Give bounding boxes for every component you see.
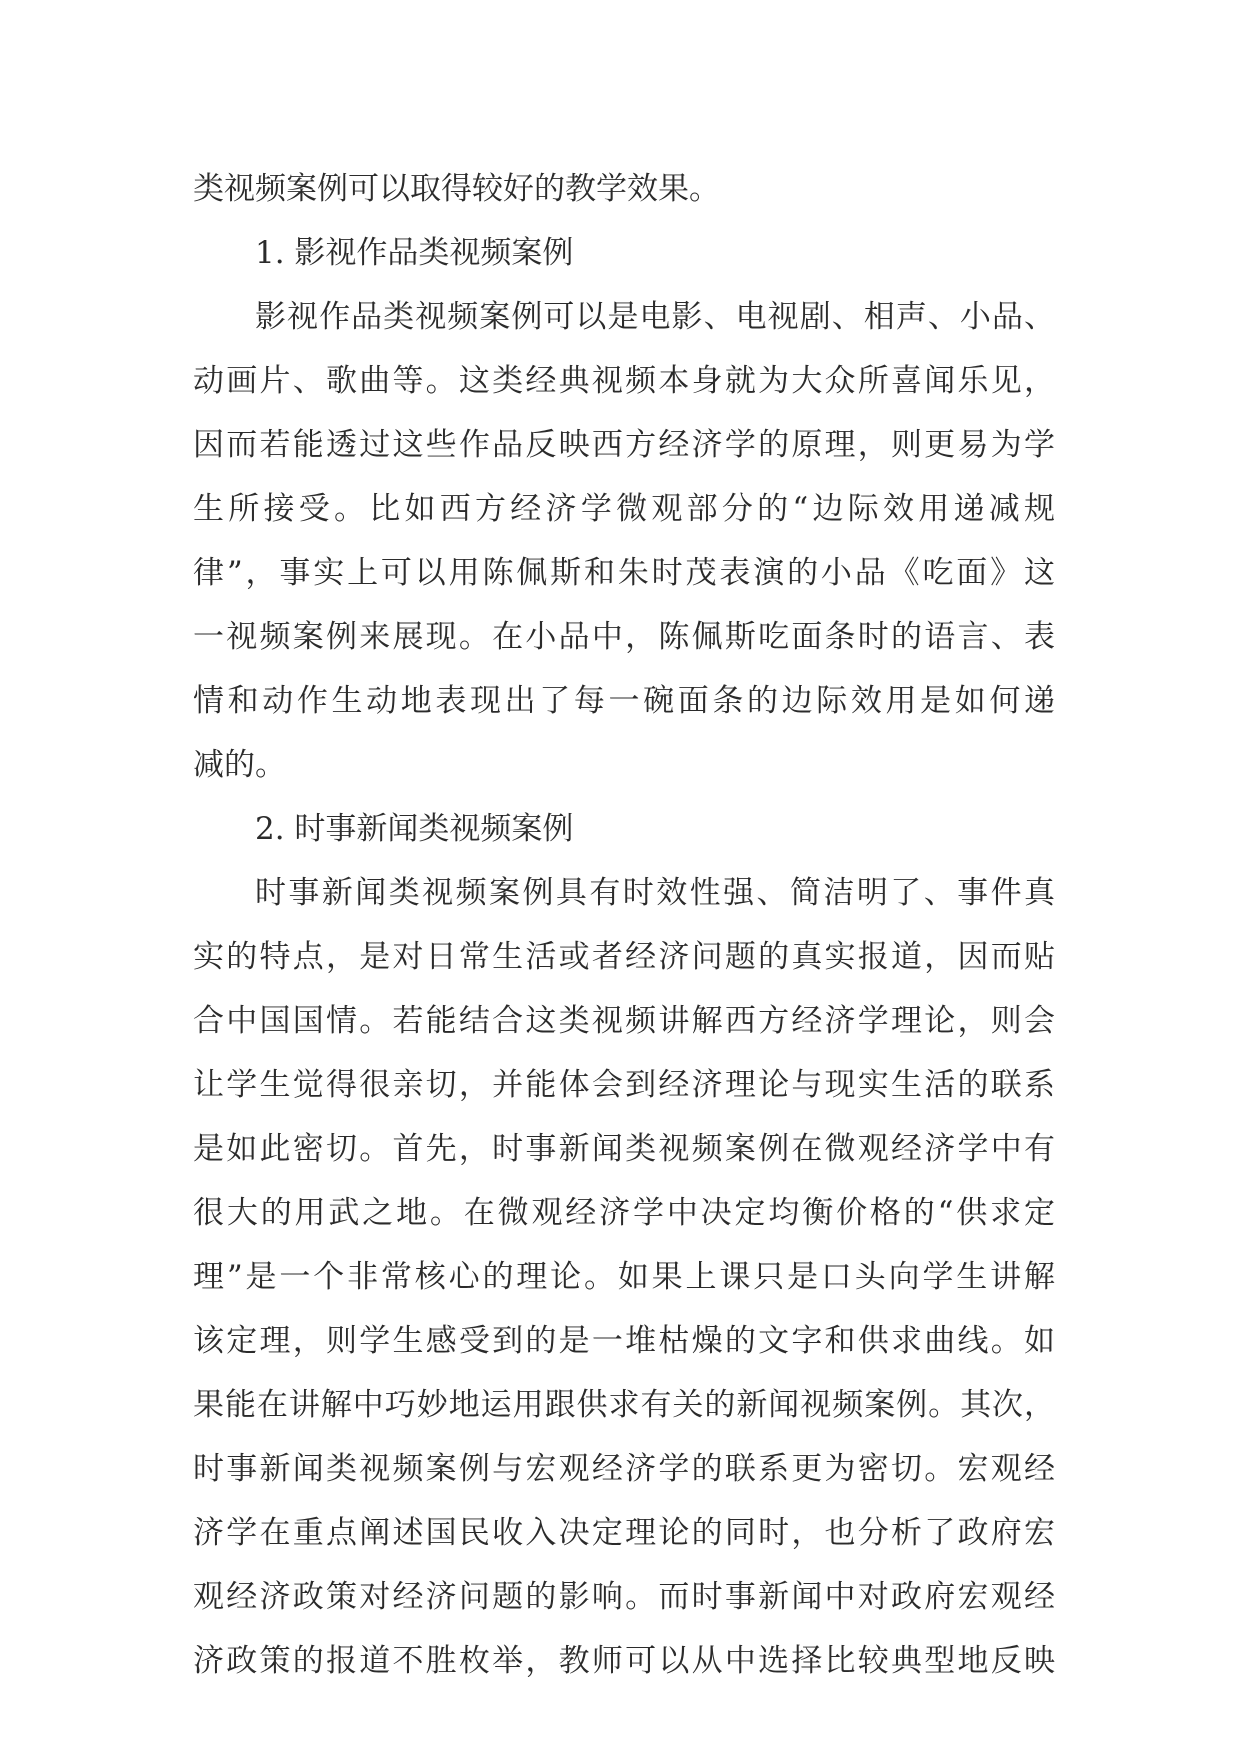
text-line-9: 情和动作生动地表现出了每一碗面条的边际效用是如何递	[193, 683, 1055, 719]
text-line-7: 律”，事实上可以用陈佩斯和朱时茂表演的小品《吃面》这	[193, 555, 1055, 591]
text-line-17: 很大的用武之地。在微观经济学中决定均衡价格的“供求定	[193, 1195, 1055, 1231]
text-line-5: 因而若能透过这些作品反映西方经济学的原理，则更易为学	[193, 427, 1055, 463]
text-line-16: 是如此密切。首先，时事新闻类视频案例在微观经济学中有	[193, 1131, 1055, 1167]
text-line-18: 理”是一个非常核心的理论。如果上课只是口头向学生讲解	[193, 1259, 1055, 1295]
text-line-19: 该定理，则学生感受到的是一堆枯燥的文字和供求曲线。如	[193, 1323, 1055, 1359]
text-line-20: 果能在讲解中巧妙地运用跟供求有关的新闻视频案例。其次，	[193, 1387, 1055, 1423]
text-line-21: 时事新闻类视频案例与宏观经济学的联系更为密切。宏观经	[193, 1451, 1055, 1487]
text-line-10: 减的。	[193, 747, 286, 783]
text-line-14: 合中国国情。若能结合这类视频讲解西方经济学理论，则会	[193, 1003, 1055, 1039]
text-line-1: 类视频案例可以取得较好的教学效果。	[193, 171, 720, 207]
text-line-24: 济政策的报道不胜枚举，教师可以从中选择比较典型地反映	[193, 1643, 1055, 1679]
text-line-12: 时事新闻类视频案例具有时效性强、简洁明了、事件真	[255, 875, 1055, 911]
text-line-4: 动画片、歌曲等。这类经典视频本身就为大众所喜闻乐见，	[193, 363, 1055, 399]
text-line-13: 实的特点，是对日常生活或者经济问题的真实报道，因而贴	[193, 939, 1055, 975]
section-heading-1: 1. 影视作品类视频案例	[255, 235, 574, 271]
text-line-15: 让学生觉得很亲切，并能体会到经济理论与现实生活的联系	[193, 1067, 1055, 1103]
section-heading-2: 2. 时事新闻类视频案例	[255, 811, 574, 847]
text-line-8: 一视频案例来展现。在小品中，陈佩斯吃面条时的语言、表	[193, 619, 1055, 655]
text-line-3: 影视作品类视频案例可以是电影、电视剧、相声、小品、	[255, 299, 1055, 335]
text-line-22: 济学在重点阐述国民收入决定理论的同时，也分析了政府宏	[193, 1515, 1055, 1551]
text-line-23: 观经济政策对经济问题的影响。而时事新闻中对政府宏观经	[193, 1579, 1055, 1615]
text-line-6: 生所接受。比如西方经济学微观部分的“边际效用递减规	[193, 491, 1055, 527]
body-text	[193, 157, 1055, 1693]
